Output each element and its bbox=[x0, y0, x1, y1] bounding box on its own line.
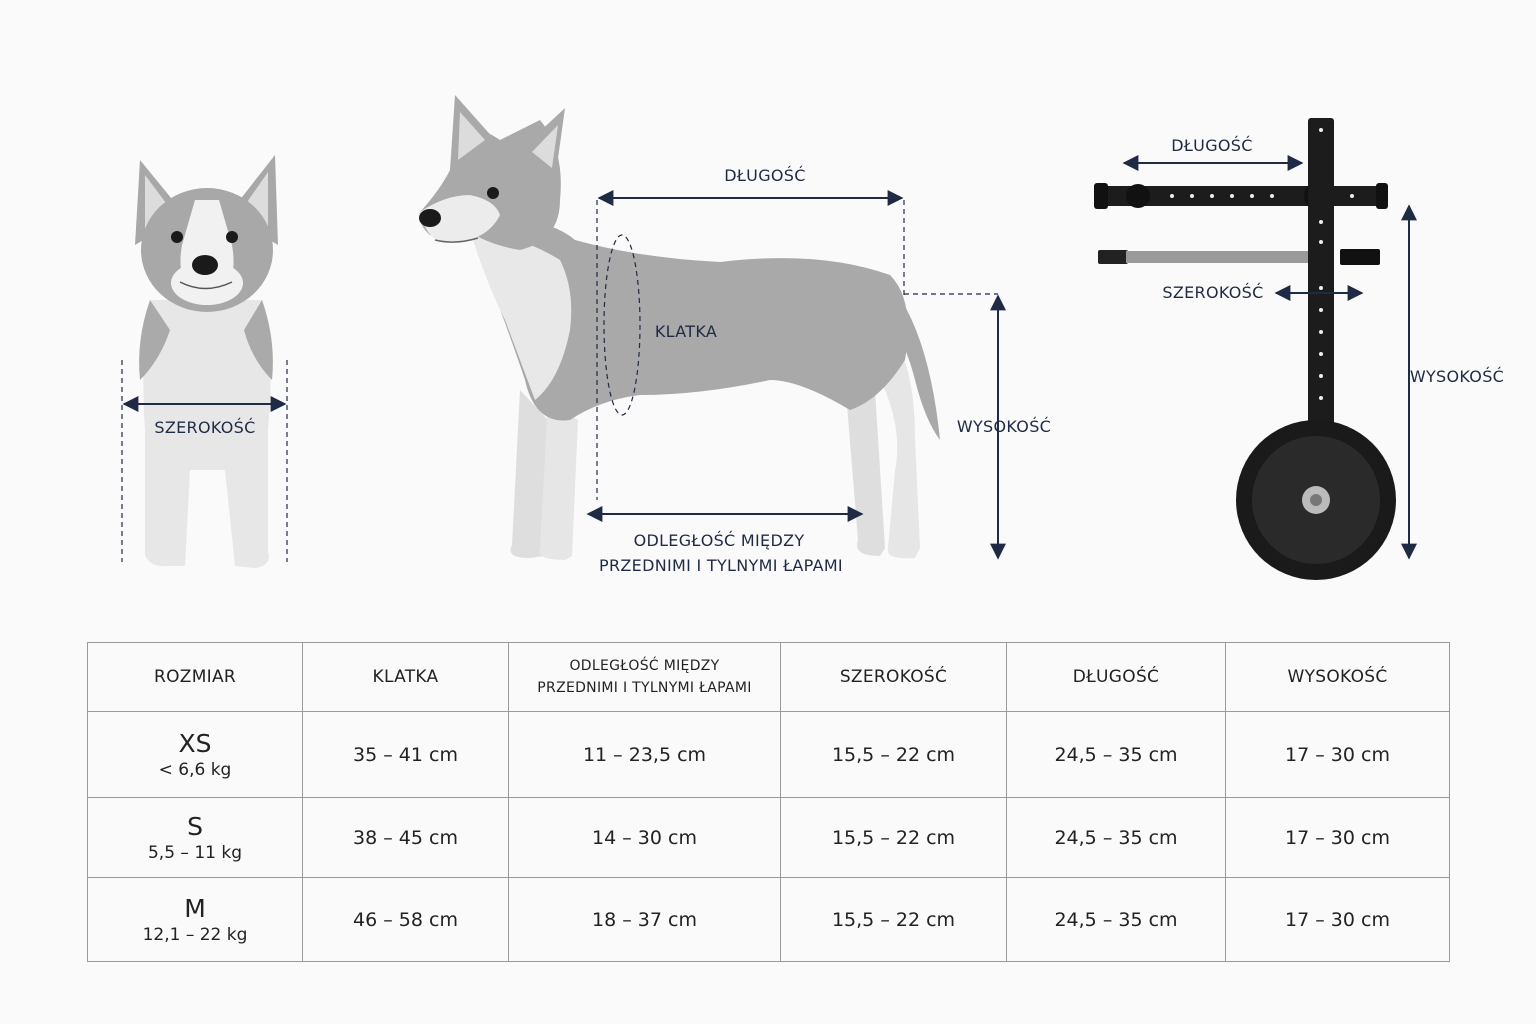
wheelchair-length-dimension bbox=[1124, 136, 1302, 163]
header-chest: KLATKA bbox=[303, 643, 509, 712]
chest-cell: 38 – 45 cm bbox=[303, 798, 509, 878]
size-name: M bbox=[184, 893, 206, 923]
header-length: DŁUGOŚĆ bbox=[1007, 643, 1226, 712]
paw-distance-cell: 11 – 23,5 cm bbox=[509, 712, 781, 798]
header-height: WYSOKOŚĆ bbox=[1226, 643, 1450, 712]
size-cell bbox=[88, 798, 303, 878]
table-row bbox=[88, 798, 1450, 878]
wheelchair-length-label: DŁUGOŚĆ bbox=[1171, 136, 1253, 155]
size-weight: 12,1 – 22 kg bbox=[142, 924, 248, 945]
wheelchair-width-label: SZEROKOŚĆ bbox=[1162, 283, 1264, 302]
chest-cell: 35 – 41 cm bbox=[303, 712, 509, 798]
width-cell: 15,5 – 22 cm bbox=[781, 878, 1007, 962]
width-cell: 15,5 – 22 cm bbox=[781, 798, 1007, 878]
header-paw-distance bbox=[509, 643, 781, 712]
length-cell: 24,5 – 35 cm bbox=[1007, 798, 1226, 878]
side-height-dimension bbox=[904, 294, 1051, 558]
wheelchair-height-dimension bbox=[1409, 206, 1504, 558]
size-chart-table bbox=[87, 642, 1450, 962]
table-row bbox=[88, 712, 1450, 798]
height-cell: 17 – 30 cm bbox=[1226, 712, 1450, 798]
header-size: ROZMIAR bbox=[88, 643, 303, 712]
table-row bbox=[88, 878, 1450, 962]
paw-distance-cell: 18 – 37 cm bbox=[509, 878, 781, 962]
size-weight: < 6,6 kg bbox=[158, 759, 232, 780]
width-cell: 15,5 – 22 cm bbox=[781, 712, 1007, 798]
front-dog-illustration bbox=[135, 155, 278, 568]
header-paw-line1: ODLEGŁOŚĆ MIĘDZY bbox=[569, 658, 720, 674]
height-cell: 17 – 30 cm bbox=[1226, 798, 1450, 878]
height-cell: 17 – 30 cm bbox=[1226, 878, 1450, 962]
side-paw-distance-dimension bbox=[588, 514, 862, 575]
wheelchair-height-label: WYSOKOŚĆ bbox=[1409, 367, 1505, 386]
chest-cell: 46 – 58 cm bbox=[303, 878, 509, 962]
side-length-label: DŁUGOŚĆ bbox=[724, 166, 806, 185]
size-weight: 5,5 – 11 kg bbox=[147, 842, 242, 863]
paw-distance-label-line2: PRZEDNIMI I TYLNYMI ŁAPAMI bbox=[599, 556, 843, 575]
size-name: S bbox=[187, 811, 203, 841]
paw-distance-cell: 14 – 30 cm bbox=[509, 798, 781, 878]
wheelchair-illustration bbox=[1094, 118, 1396, 580]
side-chest-label: KLATKA bbox=[654, 322, 718, 341]
table-header-row bbox=[88, 643, 1450, 712]
size-name: XS bbox=[178, 728, 212, 758]
header-paw-line2: PRZEDNIMI I TYLNYMI ŁAPAMI bbox=[537, 680, 752, 696]
size-cell bbox=[88, 712, 303, 798]
length-cell: 24,5 – 35 cm bbox=[1007, 878, 1226, 962]
side-height-label: WYSOKOŚĆ bbox=[956, 417, 1052, 436]
header-width: SZEROKOŚĆ bbox=[781, 643, 1007, 712]
front-width-label: SZEROKOŚĆ bbox=[154, 418, 256, 437]
length-cell: 24,5 – 35 cm bbox=[1007, 712, 1226, 798]
paw-distance-label-line1: ODLEGŁOŚĆ MIĘDZY bbox=[633, 531, 805, 550]
size-cell bbox=[88, 878, 303, 962]
